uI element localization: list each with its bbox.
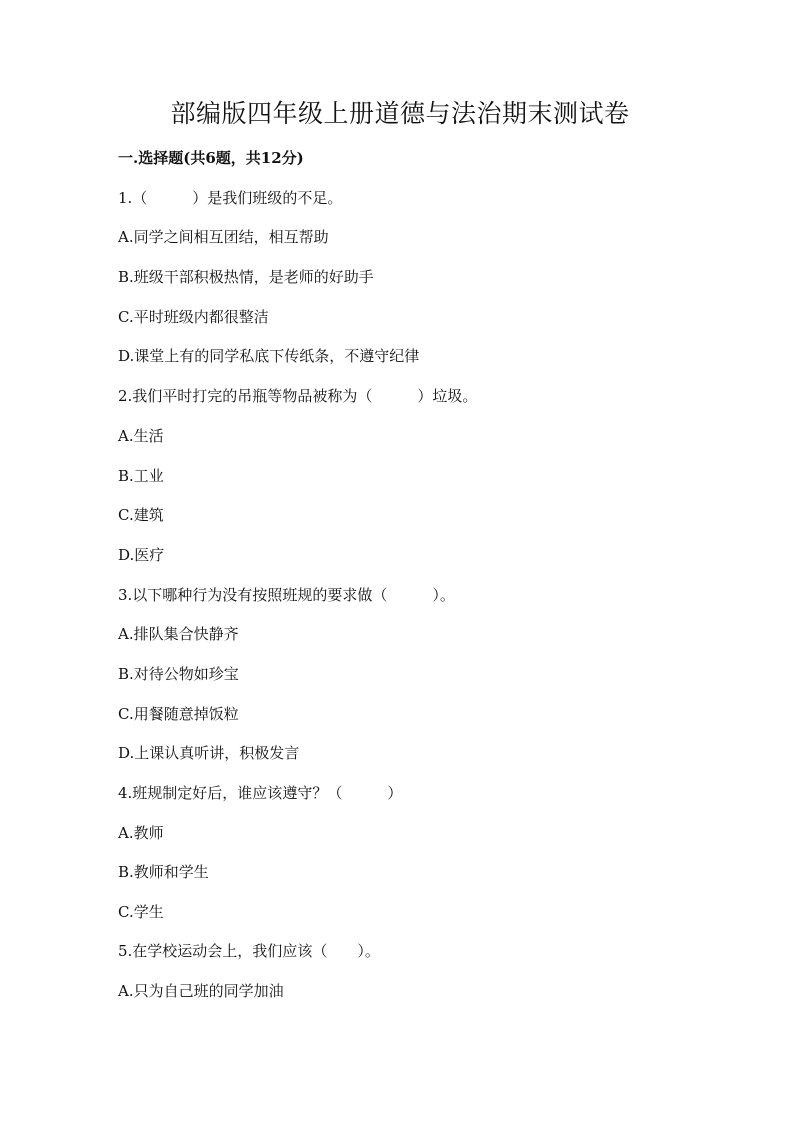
question-1-option-d: D.课堂上有的同学私底下传纸条，不遵守纪律 xyxy=(118,347,420,365)
question-2-option-d: D.医疗 xyxy=(118,546,165,564)
question-4: 4.班规制定好后，谁应该遵守？（ ） xyxy=(118,784,403,802)
question-3: 3.以下哪种行为没有按照班规的要求做（ ）。 xyxy=(118,586,455,604)
section-title: 一.选择题(共6题，共12分) xyxy=(118,149,304,167)
question-1: 1.（ ）是我们班级的不足。 xyxy=(118,189,343,207)
question-2-option-c: C.建筑 xyxy=(118,506,164,524)
question-3-option-c: C.用餐随意掉饭粒 xyxy=(118,705,239,723)
question-3-option-d: D.上课认真听讲，积极发言 xyxy=(118,744,300,762)
question-2-option-a: A.生活 xyxy=(118,427,164,445)
question-5: 5.在学校运动会上，我们应该（ ）。 xyxy=(118,942,380,960)
question-2-option-b: B.工业 xyxy=(118,467,164,485)
question-4-option-c: C.学生 xyxy=(118,903,164,921)
question-5-option-a: A.只为自己班的同学加油 xyxy=(118,982,284,1000)
document-title: 部编版四年级上册道德与法治期末测试卷 xyxy=(170,99,630,128)
question-4-option-b: B.教师和学生 xyxy=(118,863,209,881)
question-3-option-a: A.排队集合快静齐 xyxy=(118,625,239,643)
question-1-option-b: B.班级干部积极热情，是老师的好助手 xyxy=(118,268,374,286)
question-1-option-c: C.平时班级内都很整洁 xyxy=(118,308,269,326)
question-4-option-a: A.教师 xyxy=(118,824,164,842)
question-1-option-a: A.同学之间相互团结，相互帮助 xyxy=(118,228,329,246)
question-3-option-b: B.对待公物如珍宝 xyxy=(118,665,239,683)
question-2: 2.我们平时打完的吊瓶等物品被称为（ ）垃圾。 xyxy=(118,387,478,405)
